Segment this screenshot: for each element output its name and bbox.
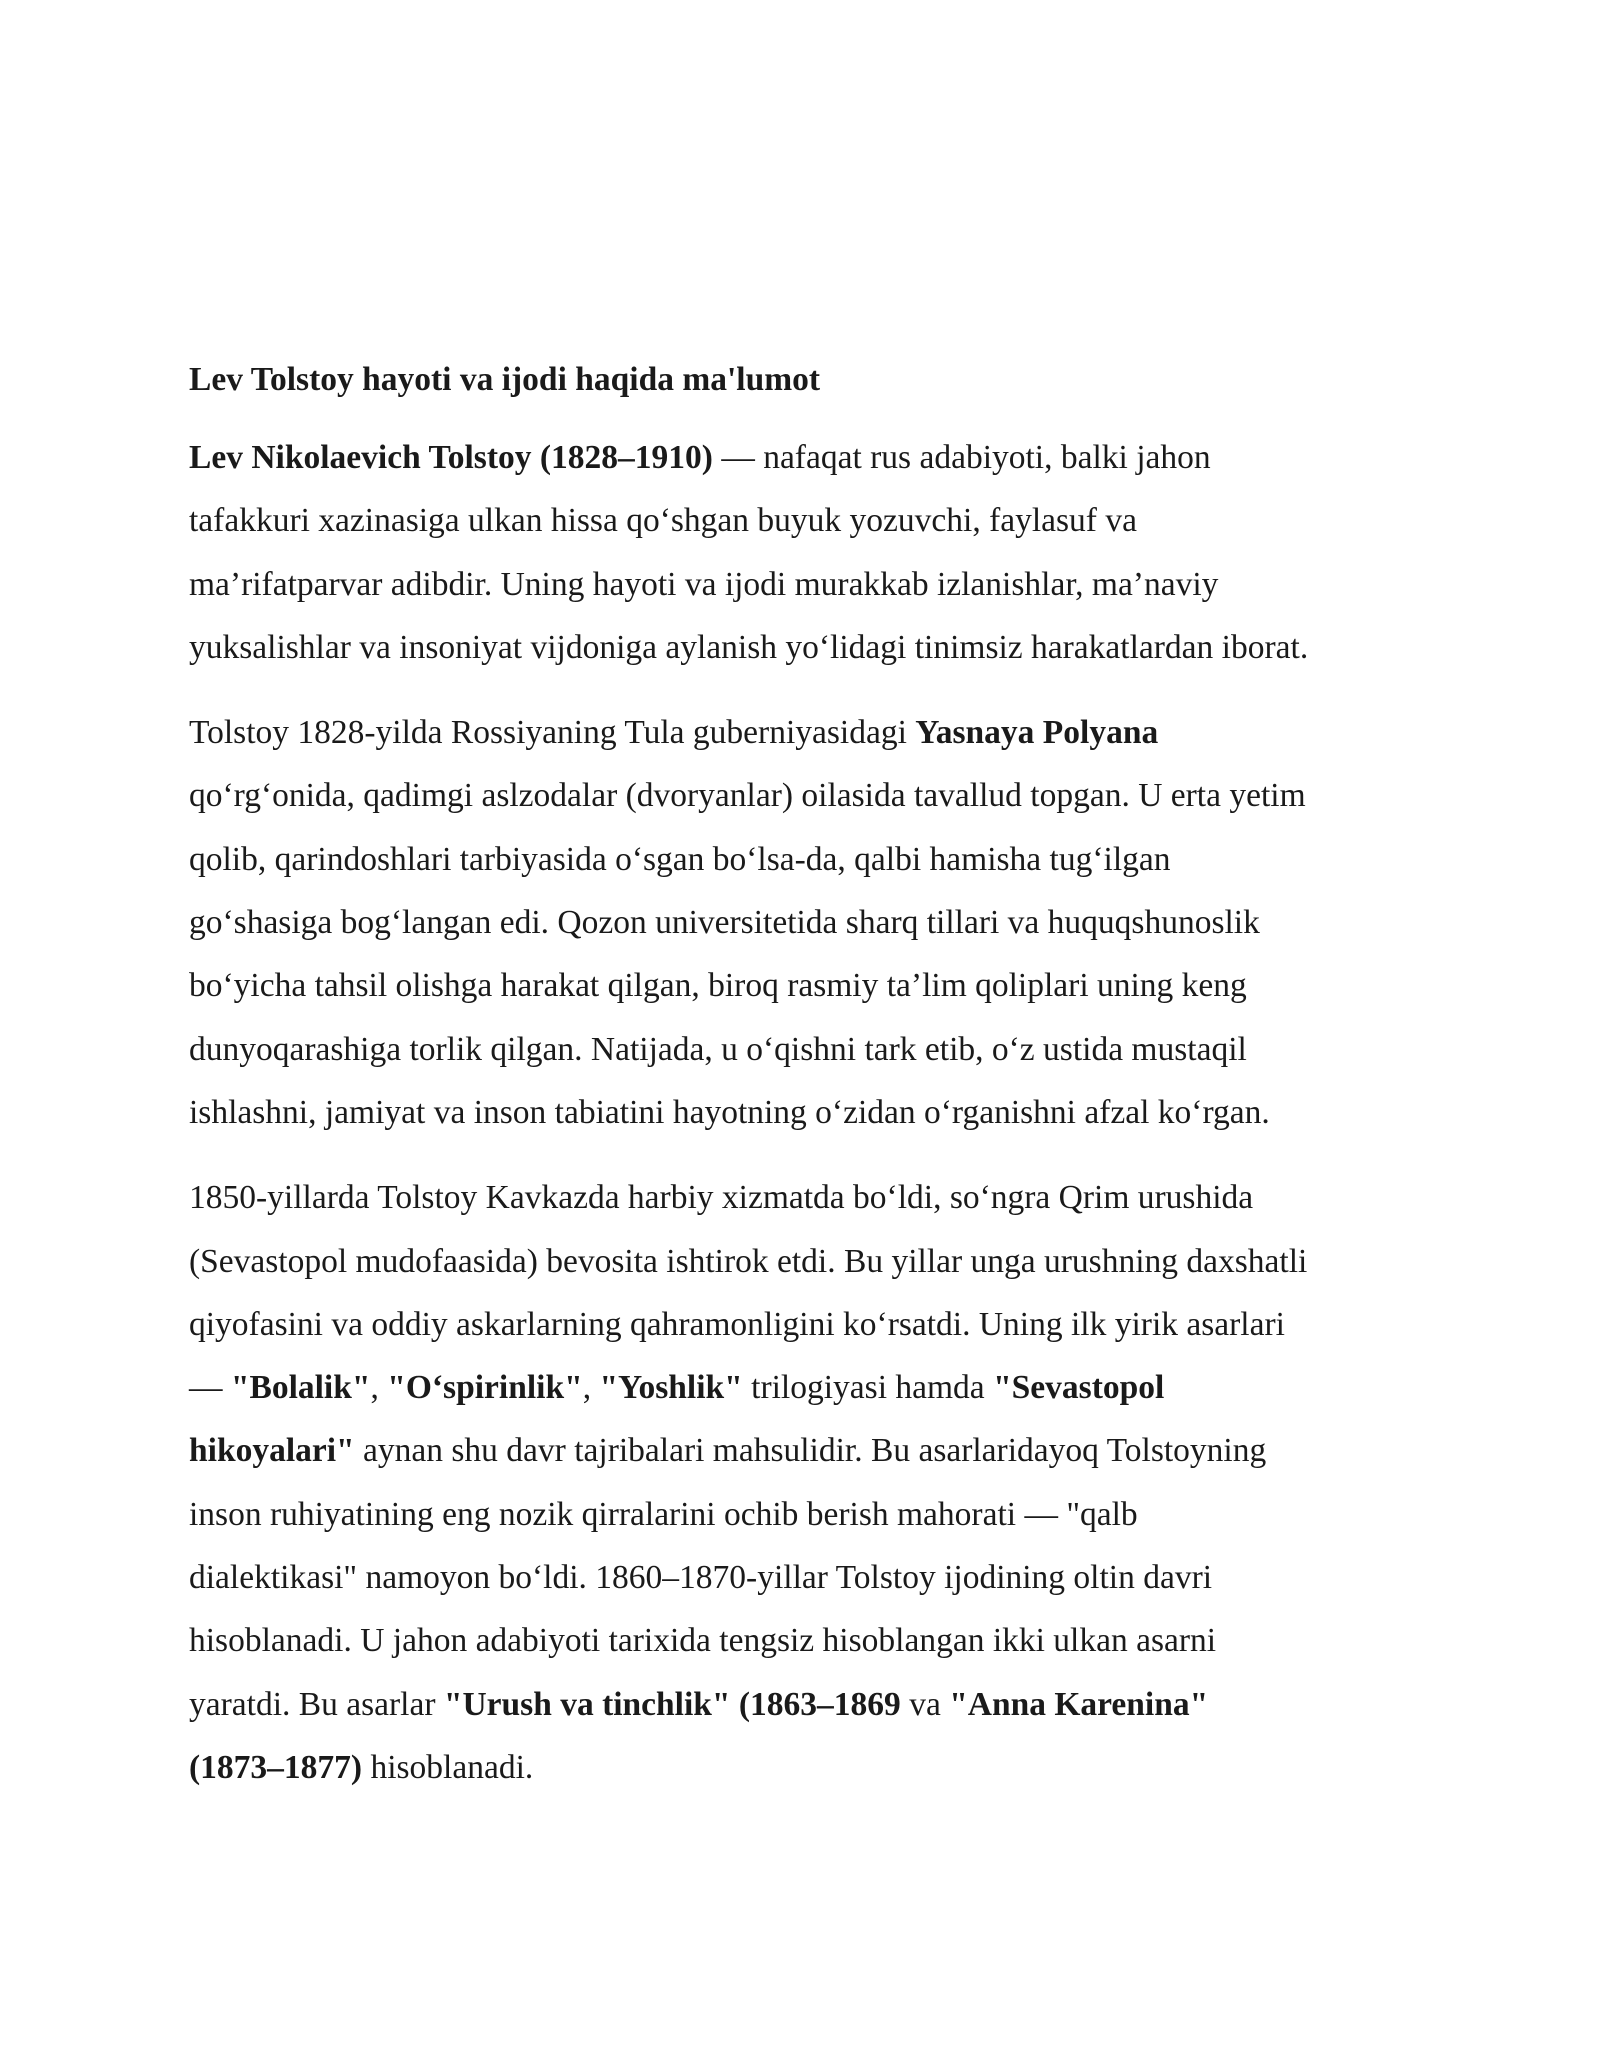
text-run: dialektikasi" namoyon bo‘ldi. 1860–1870-yillar Tolstoy ijodining oltin davri: [189, 1559, 1213, 1597]
paragraphs: [189, 426, 1429, 1799]
text-run: ishlashni, jamiyat va inson tabiatini hayotning o‘zidan o‘rganishni afzal ko‘rgan.: [189, 1093, 1270, 1131]
text-run: hisoblanadi.: [362, 1748, 534, 1786]
text-run: trilogiyasi hamda: [742, 1369, 994, 1407]
text-run: qolib, qarindoshlari tarbiyasida o‘sgan bo‘lsa-da, qalbi hamisha tug‘ilgan: [189, 840, 1171, 878]
text-run: go‘shasiga bog‘langan edi. Qozon universitetida sharq tillari va huquqshunoslik: [189, 904, 1260, 942]
bold-text: "Urush va tinchlik" (1863–1869: [443, 1685, 901, 1723]
bold-text: "Anna Karenina": [949, 1685, 1209, 1723]
text-run: Tolstoy 1828-yilda Rossiyaning Tula guberniyasidagi: [189, 714, 916, 752]
bold-text: Lev Nikolaevich Tolstoy (1828–1910): [189, 439, 713, 476]
bold-text: "Sevastopol: [993, 1369, 1165, 1407]
bold-text: Yasnaya Polyana: [915, 714, 1159, 752]
document-title: Lev Tolstoy hayoti va ijodi haqida ma'lumot: [189, 361, 821, 398]
text-run: yuksalishlar va insoniyat vijdoniga aylanish yo‘lidagi tinimsiz harakatlardan iborat.: [189, 628, 1309, 666]
bold-text: "O‘spirinlik": [387, 1369, 583, 1407]
text-run: hisoblanadi. U jahon adabiyoti tarixida tengsiz hisoblangan ikki ulkan asarni: [189, 1622, 1217, 1660]
text-run: (Sevastopol mudofaasida) bevosita ishtirok etdi. Bu yillar unga urushning daxshatli: [189, 1242, 1308, 1280]
text-run: va: [900, 1685, 950, 1723]
bold-text: "Bolalik": [230, 1369, 371, 1407]
text-run: —: [189, 1369, 231, 1407]
text-run: 1850-yillarda Tolstoy Kavkazda harbiy xizmatda bo‘ldi, so‘ngra Qrim urushida: [189, 1179, 1254, 1217]
paragraph: [189, 426, 1429, 679]
text-run: bo‘yicha tahsil olishga harakat qilgan, biroq rasmiy ta’lim qoliplari uning keng: [189, 967, 1247, 1005]
text-run: ,: [582, 1369, 600, 1407]
text-run: qo‘rg‘onida, qadimgi aslzodalar (dvoryanlar) oilasida tavallud topgan. U erta yetim: [189, 777, 1306, 815]
text-run: inson ruhiyatining eng nozik qirralarini ochib berish mahorati — "qalb: [189, 1495, 1138, 1533]
paragraph: [189, 701, 1429, 1144]
text-run: qiyofasini va oddiy askarlarning qahramonligini ko‘rsatdi. Uning ilk yirik asarlari: [189, 1305, 1285, 1343]
bold-text: hikoyalari": [189, 1432, 355, 1470]
text-run: tafakkuri xazinasiga ulkan hissa qo‘shgan buyuk yozuvchi, faylasuf va: [189, 502, 1137, 540]
text-run: ma’rifatparvar adibdir. Uning hayoti va ijodi murakkab izlanishlar, ma’naviy: [189, 565, 1219, 603]
text-run: dunyoqarashiga torlik qilgan. Natijada, u o‘qishni tark etib, o‘z ustida mustaqil: [189, 1030, 1247, 1068]
bold-text: "Yoshlik": [599, 1369, 743, 1407]
text-run: ,: [370, 1369, 388, 1407]
paragraph: [189, 1166, 1429, 1799]
text-run: yaratdi. Bu asarlar: [189, 1685, 444, 1723]
text-run: — nafaqat rus adabiyoti, balki jahon: [712, 439, 1211, 476]
text-run: aynan shu davr tajribalari mahsulidir. Bu asarlaridayoq Tolstoyning: [354, 1432, 1267, 1470]
bold-text: (1873–1877): [189, 1748, 363, 1786]
document-body: [189, 354, 1429, 1799]
